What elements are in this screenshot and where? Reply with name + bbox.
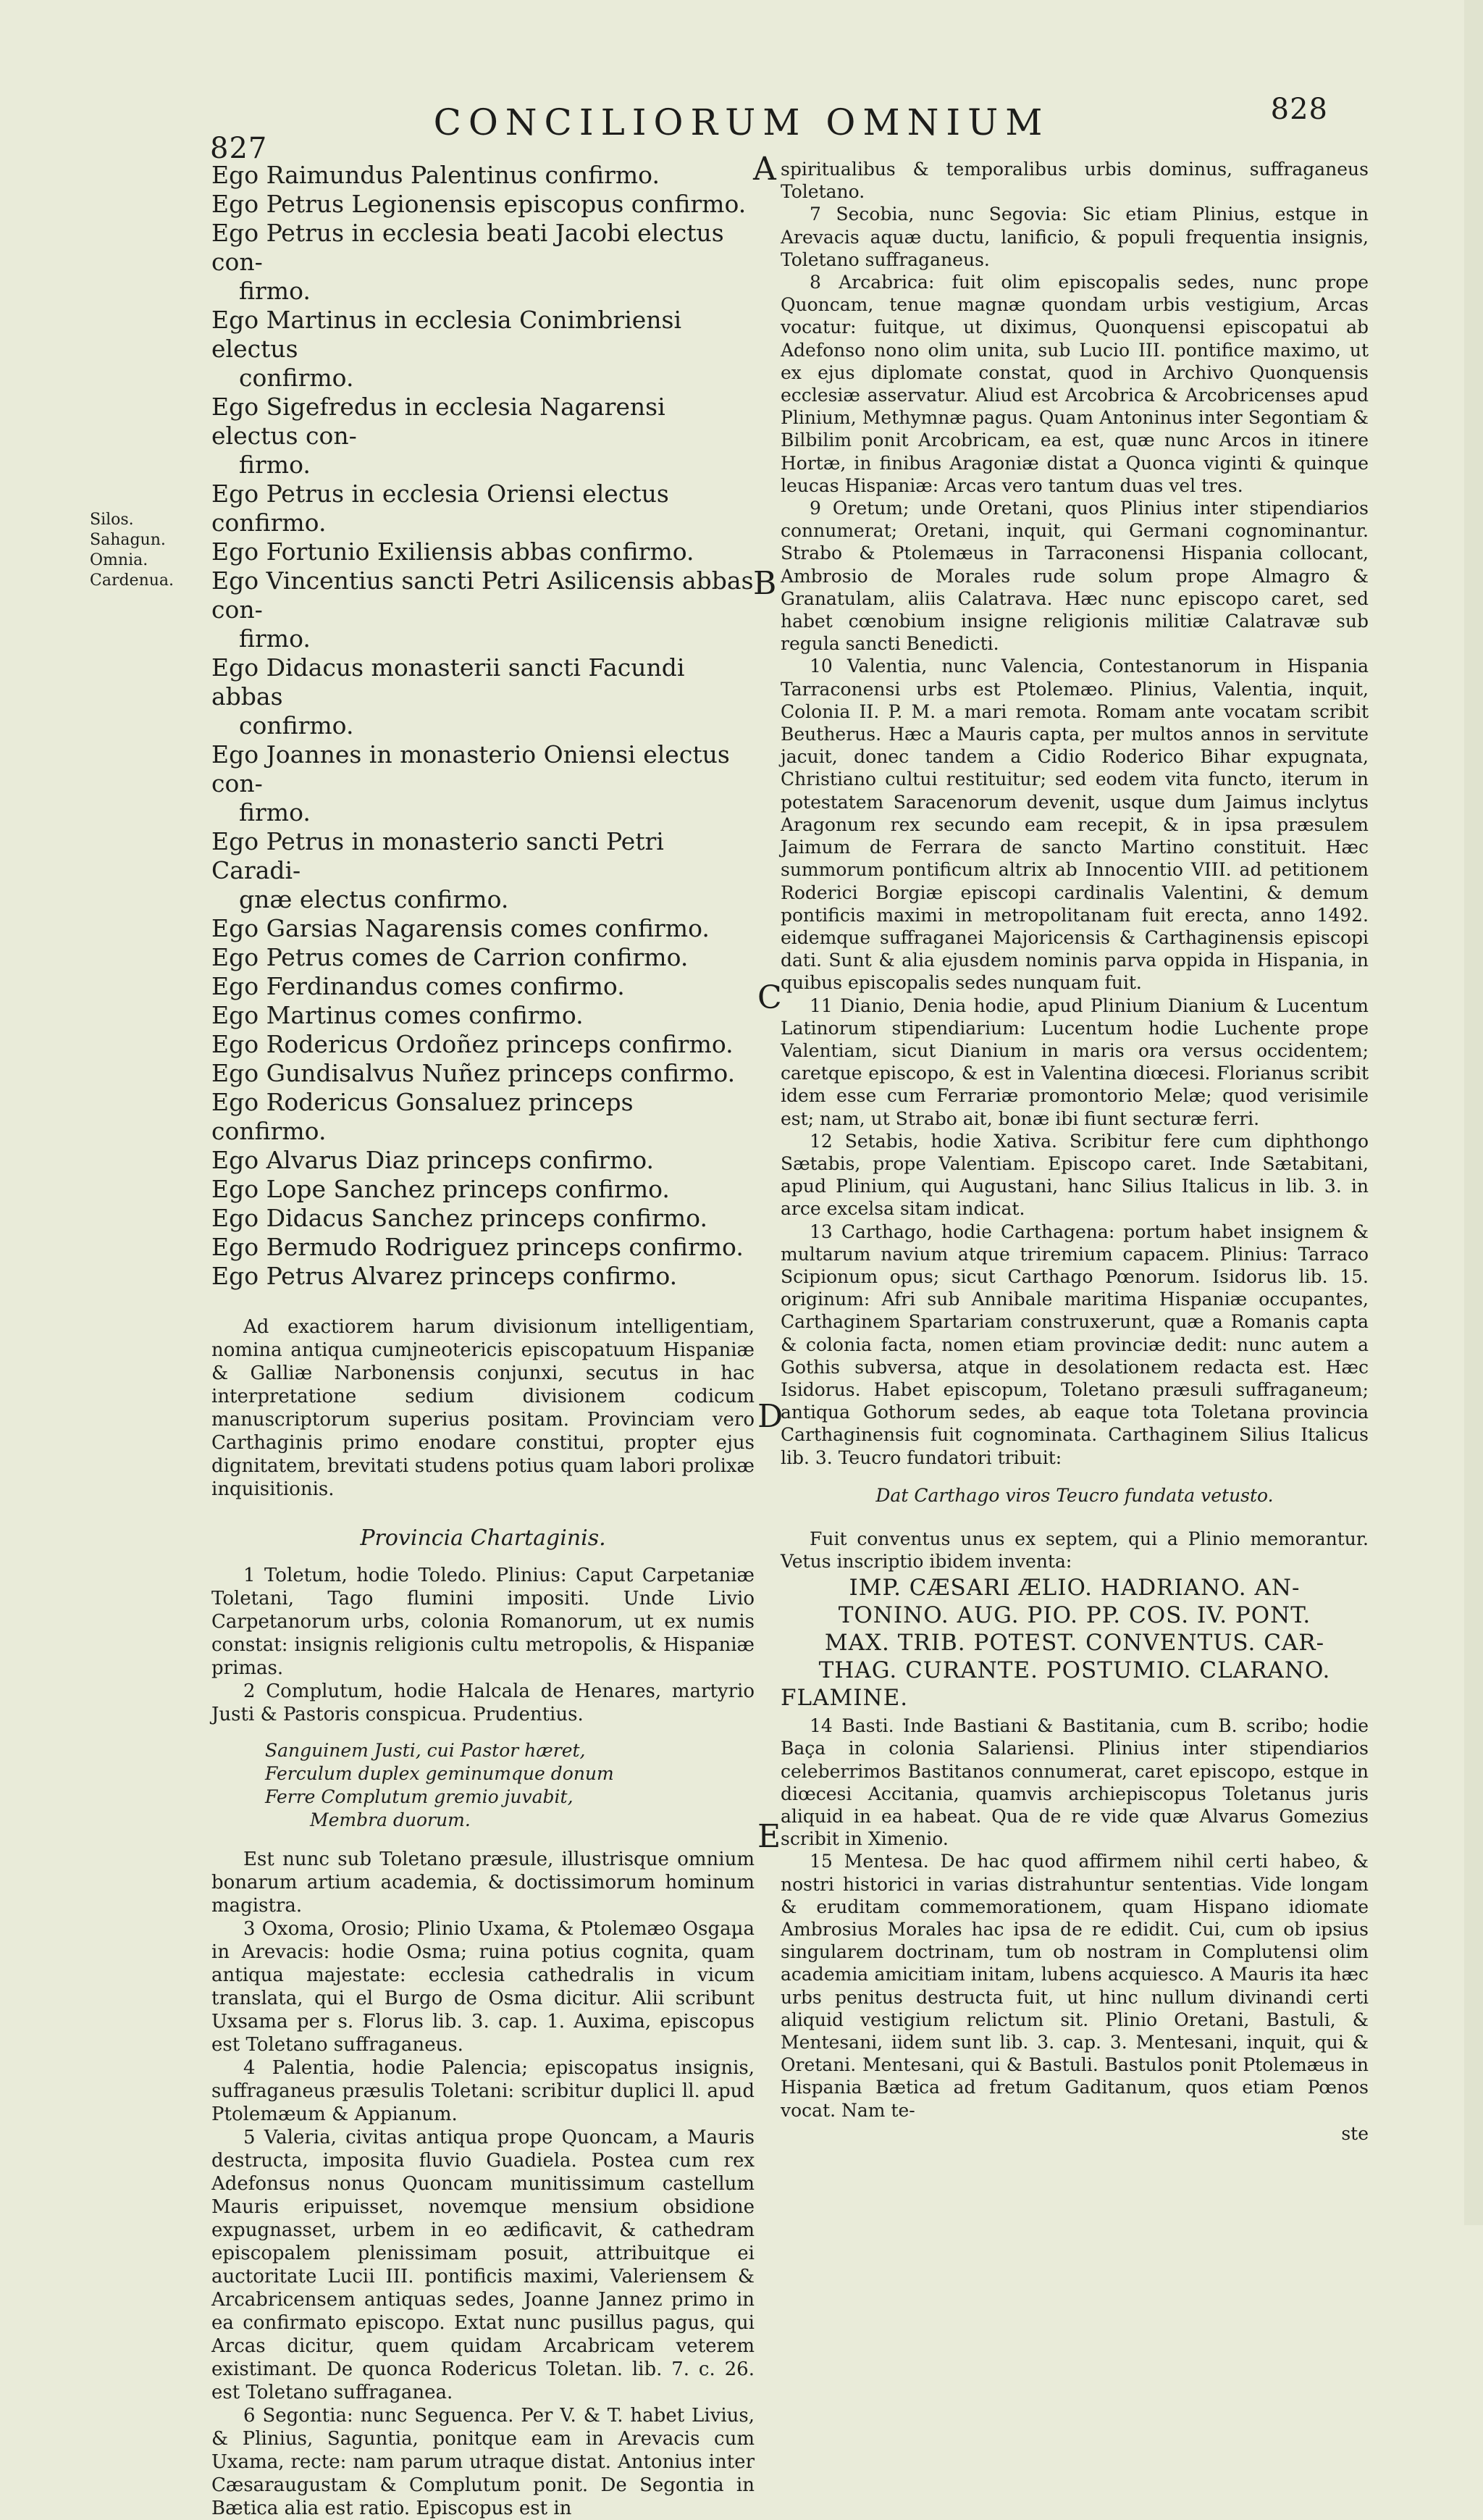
paragraph: 8 Arcabrica: fuit olim episcopalis sedes, nunc prope Quoncam, tenue magnæ quondam urbis vestigium, Arcas vocatur: fuitque, ut diximus, Quonquensi episcopatui ab Adefonso nono olim unita, sub Lucio III. pontifice maximo, ut ex ejus diplomate constat, quod in Archivo Quonquensis ecclesiæ asservatur. Aliud est Arcobrica & Arcobricenses apud Plinium, Methymnæ pagus. Quam Antoninus inter Segontiam & Bilbilim ponit Arcobricam, ea est, quæ nunc Arcos in itinere Hortæ, in finibus Aragoniæ distat a Quonca viginti & quinque leucas Hispaniæ: Arcas vero tantum duas vel tres.	[781, 272, 1369, 496]
paragraph: 10 Valentia, nunc Valencia, Contestanorum in Hispania Tarraconensi urbs est Ptolemæo. Plinius, Valentia, inquit, Colonia II. P. M. a mari remota. Romam ante vocatam scribit Beutherus. Hæc a Mauris capta, per multos annos in servitute jacuit, donec tandem a Cidio Roderico Bihar expugnata, Christiano cultui restituitur; sed eodem vita functo, iterum in potestatem Saracenorum devenit, usque dum Jaimus inclytus Aragonum rex secundo eam recepit, & in ipsa præsulem Jaimum de Ferrara de sancto Martino constituit. Hæc summorum pontificum altrix ab Innocentio VIII. ad petitionem Roderici Borgiæ episcopi cardinalis Valentini, & demum pontificis maximi in metropolitanam fuit erecta, anno 1492. eidemque suffraganei Majoricensis & Carthaginensis episcopi dati. Sunt & alia ejusdem nominis parva oppida in Hispania, in quibus episcopalis sedes nunquam fuit.	[781, 656, 1369, 994]
signature-line: firmo.	[239, 624, 311, 653]
section-title: Provincia Chartaginis.	[360, 1525, 606, 1551]
intro-paragraph: Ad exactiorem harum divisionum intelligentiam, nomina antiqua cumjneotericis episcopatuum Hispaniæ & Galliæ Narbonensis conjunxi, secutus in hac interpretatione sedium divisionem codicum manuscriptorum superius positam. Provinciam vero Carthaginis primo enodare constitui, propter ejus dignitatem, brevitati studens potius quam labori prolixæ inquisitionis.	[211, 1316, 755, 1500]
signature-line: Ego Raimundus Palentinus confirmo.	[211, 161, 660, 189]
paragraph: spiritualibus & temporalibus urbis dominus, suffraganeus Toletano.	[781, 159, 1369, 203]
paragraph: 13 Carthago, hodie Carthagena: portum habet insignem & multarum navium atque triremium capacem. Plinius: Tarraco Scipionum opus; sicut Carthago Pœnorum. Isidorus lib. 15. originum: Afri sub Annibale maritima Hispaniæ occupantes, Carthaginem Spartariam construxerunt, quæ a Romanis capta & colonia facta, nomen etiam provinciæ dedit: nunc autem a Gothis subversa, atque in desolationem redacta est. Hæc Isidorus. Habet episcopum, Toletano præsuli suffraganeum; antiqua Gothorum sedes, ab eaque tota Toletana provincia Carthaginensis fuit cognominata. Carthaginem Silius Italicus lib. 3. Teucro fundatori tribuit:	[781, 1221, 1369, 1468]
signature-line: Ego Fortunio Exiliensis abbas confirmo.	[211, 537, 694, 566]
paragraph: 15 Mentesa. De hac quod affirmem nihil certi habeo, & nostri historici in varias distrahuntur sententias. Vide longam & eruditam commemorationem, quam Hispano idiomate Ambrosius Morales hac ipsa de re edidit. Cui, cum ob ipsius singularem doctrinam, tum ob nostram in Complutensi olim academia amicitiam initam, lubens acquiesco. A Mauris ita hæc urbs penitus destructa fuit, ut hinc nullum divinandi certi aliquid vestigium relictum sit. Plinio Oretani, Bastuli, & Mentesani, iidem sunt lib. 3. cap. 3. Mentesani, inquit, qui & Oretani. Mentesani, qui & Bastuli. Bastulos ponit Ptolemæus in Hispania Bætica ad fretum Gaditanum, quos etiam Pœnos vocat. Nam te-	[781, 1851, 1369, 2121]
paragraph: 14 Basti. Inde Bastiani & Bastitania, cum B. scribo; hodie Baça in colonia Salariensi. Plinius inter stipendiarios celeberrimos Bastitanos connumerat, caret episcopo, estque in diœcesi Accitania, quamvis archiepiscopus Toletanus juris aliquid in ea habeat. Qua de re vide quæ Alvarus Gomezius scribit in Ximenio.	[781, 1715, 1369, 1850]
section-letter-e: E	[757, 1818, 781, 1855]
page-number-right: 828	[1270, 93, 1328, 126]
signature-line: Ego Gundisalvus Nuñez princeps confirmo.	[211, 1059, 736, 1087]
signature-line: Ego Ferdinandus comes confirmo.	[211, 972, 625, 1000]
signature-line: Ego Alvarus Diaz princeps confirmo.	[211, 1146, 655, 1174]
signature-line: Ego Sigefredus in ecclesia Nagarensi electus con-	[211, 393, 665, 450]
signature-line: firmo.	[239, 798, 311, 826]
signature-list	[211, 161, 755, 1291]
page-edge	[1464, 0, 1483, 2225]
signature-line: Ego Martinus in ecclesia Conimbriensi electus	[211, 306, 682, 363]
signature-line: Ego Vincentius sancti Petri Asilicensis abbas con-	[211, 566, 754, 624]
signature-line: Ego Petrus in ecclesia Oriensi electus confirmo.	[211, 480, 669, 537]
page-number-left: 827	[210, 132, 268, 165]
running-title: CONCILIORUM OMNIUM	[433, 101, 1050, 143]
inscription	[781, 1575, 1369, 1710]
signature-line: Ego Garsias Nagarensis comes confirmo.	[211, 914, 710, 942]
signature-line: Ego Petrus Legionensis episcopus confirmo.	[211, 190, 747, 218]
catchword: ste	[1341, 2122, 1369, 2144]
signature-line: Ego Didacus monasterii sancti Facundi abbas	[211, 653, 685, 711]
signature-line: Ego Bermudo Rodriguez princeps confirmo.	[211, 1233, 744, 1261]
verse-line: Ferre Complutum gremio juvabit,	[265, 1786, 574, 1807]
signature-line: Ego Lope Sanchez princeps confirmo.	[211, 1175, 670, 1203]
inscription-line: TONINO. AUG. PIO. PP. COS. IV. PONT.	[838, 1602, 1311, 1629]
signature-line: Ego Rodericus Gonsaluez princeps confirmo.	[211, 1088, 634, 1145]
inscription-line: MAX. TRIB. POTEST. CONVENTUS. CAR-	[824, 1630, 1325, 1657]
signature-line: Ego Petrus in ecclesia beati Jacobi electus con-	[211, 219, 724, 276]
inscription-line: FLAMINE.	[781, 1685, 909, 1712]
paragraph: 4 Palentia, hodie Palencia; episcopatus insignis, suffraganeus præsulis Toletani: scribitur duplici ll. apud Ptolemæum & Appianum.	[211, 2057, 755, 2125]
inscription-line: IMP. CÆSARI ÆLIO. HADRIANO. AN-	[849, 1575, 1301, 1602]
paragraph: Est nunc sub Toletano præsule, illustrisque omnium bonarum artium academia, & doctissimorum hominum magistra.	[211, 1849, 755, 1917]
paragraph: 11 Dianio, Denia hodie, apud Plinium Dianium & Lucentum Latinorum stipendiarium: Lucentum hodie Luchente prope Valentiam, sicut Dianium in maris ora versus occidentem; caretque episcopo, & est in Valentina diœcesi. Florianus scribit idem esse cum Ferrariæ promontorio Melæ; quod verisimile est; nam, ut Strabo ait, bonæ ibi fiunt secturæ ferri.	[781, 995, 1369, 1129]
paragraph: Fuit conventus unus ex septem, qui a Plinio memorantur. Vetus inscriptio ibidem inventa:	[781, 1528, 1369, 1572]
signature-line: confirmo.	[239, 364, 354, 392]
signature-line: Ego Petrus Alvarez princeps confirmo.	[211, 1262, 678, 1290]
left-column	[211, 161, 755, 2520]
right-column	[781, 158, 1369, 2144]
signature-line: Ego Joannes in monasterio Oniensi electus con-	[211, 740, 730, 798]
section-letter-c: C	[757, 979, 782, 1016]
signature-line: gnæ electus confirmo.	[239, 885, 509, 913]
signature-line: firmo.	[239, 277, 311, 305]
verse-line: Ferculum duplex geminumque donum	[265, 1763, 614, 1784]
signature-line: Ego Petrus comes de Carrion confirmo.	[211, 943, 689, 971]
margin-note: Silos.	[90, 511, 134, 529]
margin-note: Sahagun.	[90, 531, 166, 549]
paragraph: 2 Complutum, hodie Halcala de Henares, martyrio Justi & Pastoris conspicua. Prudentius.	[211, 1680, 755, 1725]
signature-line: confirmo.	[239, 711, 354, 740]
verse-line: Sanguinem Justi, cui Pastor hæret,	[265, 1740, 586, 1761]
signature-line: Ego Didacus Sanchez princeps confirmo.	[211, 1204, 707, 1232]
margin-note: Cardenua.	[90, 572, 175, 590]
section-letter-b: B	[753, 565, 777, 602]
verse-line: Membra duorum.	[310, 1809, 471, 1830]
paragraph: 1 Toletum, hodie Toledo. Plinius: Caput Carpetaniæ Toletani, Tago flumini impositi. Unde Livio Carpetanorum urbs, colonia Romanorum, ut ex numis constat: insignis religionis cultu metropolis, & Hispaniæ primas.	[211, 1565, 755, 1679]
section-letter-a: A	[753, 151, 776, 188]
signature-line: Ego Rodericus Ordoñez princeps confirmo.	[211, 1030, 734, 1058]
verse-quote	[265, 1739, 755, 1832]
paragraph: 6 Segontia: nunc Seguenca. Per V. & T. habet Livius, & Plinius, Saguntia, ponitque eam in Arevacis cum Uxama, recte: nam parum utraque distat. Antonius inter Cæsaraugustam & Complutum ponit. De Segontia in Bætica alia est ratio. Episcopus est in	[211, 2405, 755, 2519]
paragraph: 7 Secobia, nunc Segovia: Sic etiam Plinius, estque in Arevacis aquæ ductu, lanificio, & populi frequentia insignis, Toletano suffraganeus.	[781, 204, 1369, 270]
margin-note: Omnia.	[90, 551, 148, 569]
signature-line: firmo.	[239, 451, 311, 479]
signature-line: Ego Martinus comes confirmo.	[211, 1001, 584, 1029]
paragraph: 3 Oxoma, Orosio; Plinio Uxama, & Ptolemæo Osgaµa in Arevacis: hodie Osma; ruina potius cognita, quam antiqua majestate: ecclesia cathedralis in vicum translata, qui el Burgo de Osma dicitur. Alii scribunt Uxsama per s. Florus lib. 3. cap. 1. Auxima, episcopus est Toletano suffraganeus.	[211, 1918, 755, 2056]
section-letter-d: D	[757, 1398, 783, 1435]
paragraph: 9 Oretum; unde Oretani, quos Plinius inter stipendiarios connumerat; Oretani, inquit, qui Germani cognominantur. Strabo & Ptolemæus in Tarraconensi Hispania collocant, Ambrosio de Morales rude solum prope Almagro & Granatulam, aliis Calatrava. Hæc nunc episcopo caret, sed habet cœnobium insigne religionis militiæ Calatravæ sub regula sancti Benedicti.	[781, 498, 1369, 655]
paragraph: 12 Setabis, hodie Xativa. Scribitur fere cum diphthongo Sætabis, prope Valentiam. Episcopo caret. Inde Sætabitani, apud Plinium, qui Augustani, hanc Silius Italicus in lib. 3. in arce excelsa sitam indicat.	[781, 1130, 1369, 1220]
verse-citation: Dat Carthago viros Teucro fundata vetusto.	[875, 1484, 1274, 1506]
paragraph: 5 Valeria, civitas antiqua prope Quoncam, a Mauris destructa, imposita fluvio Guadiela. Postea cum rex Adefonsus nonus Quoncam munitissimum castellum Mauris eripuisset, novemque mensium obsidione expugnasset, urbem in eo ædificavit, & cathedram episcopalem plenissimam posuit, attribuitque ei auctoritate Lucii III. pontificis maximi, Valeriensem & Arcabricensem antiquas sedes, Joanne Jannez primo in ea confirmato episcopo. Extat nunc pusillus pagus, qui Arcas dicitur, quem quidam Arcabricam veterem existimant. De quonca Rodericus Toletan. lib. 7. c. 26. est Toletano suffraganea.	[211, 2127, 755, 2403]
inscription-line: THAG. CURANTE. POSTUMIO. CLARANO.	[818, 1657, 1331, 1684]
margin-notes	[90, 510, 174, 591]
signature-line: Ego Petrus in monasterio sancti Petri Caradi-	[211, 827, 664, 884]
